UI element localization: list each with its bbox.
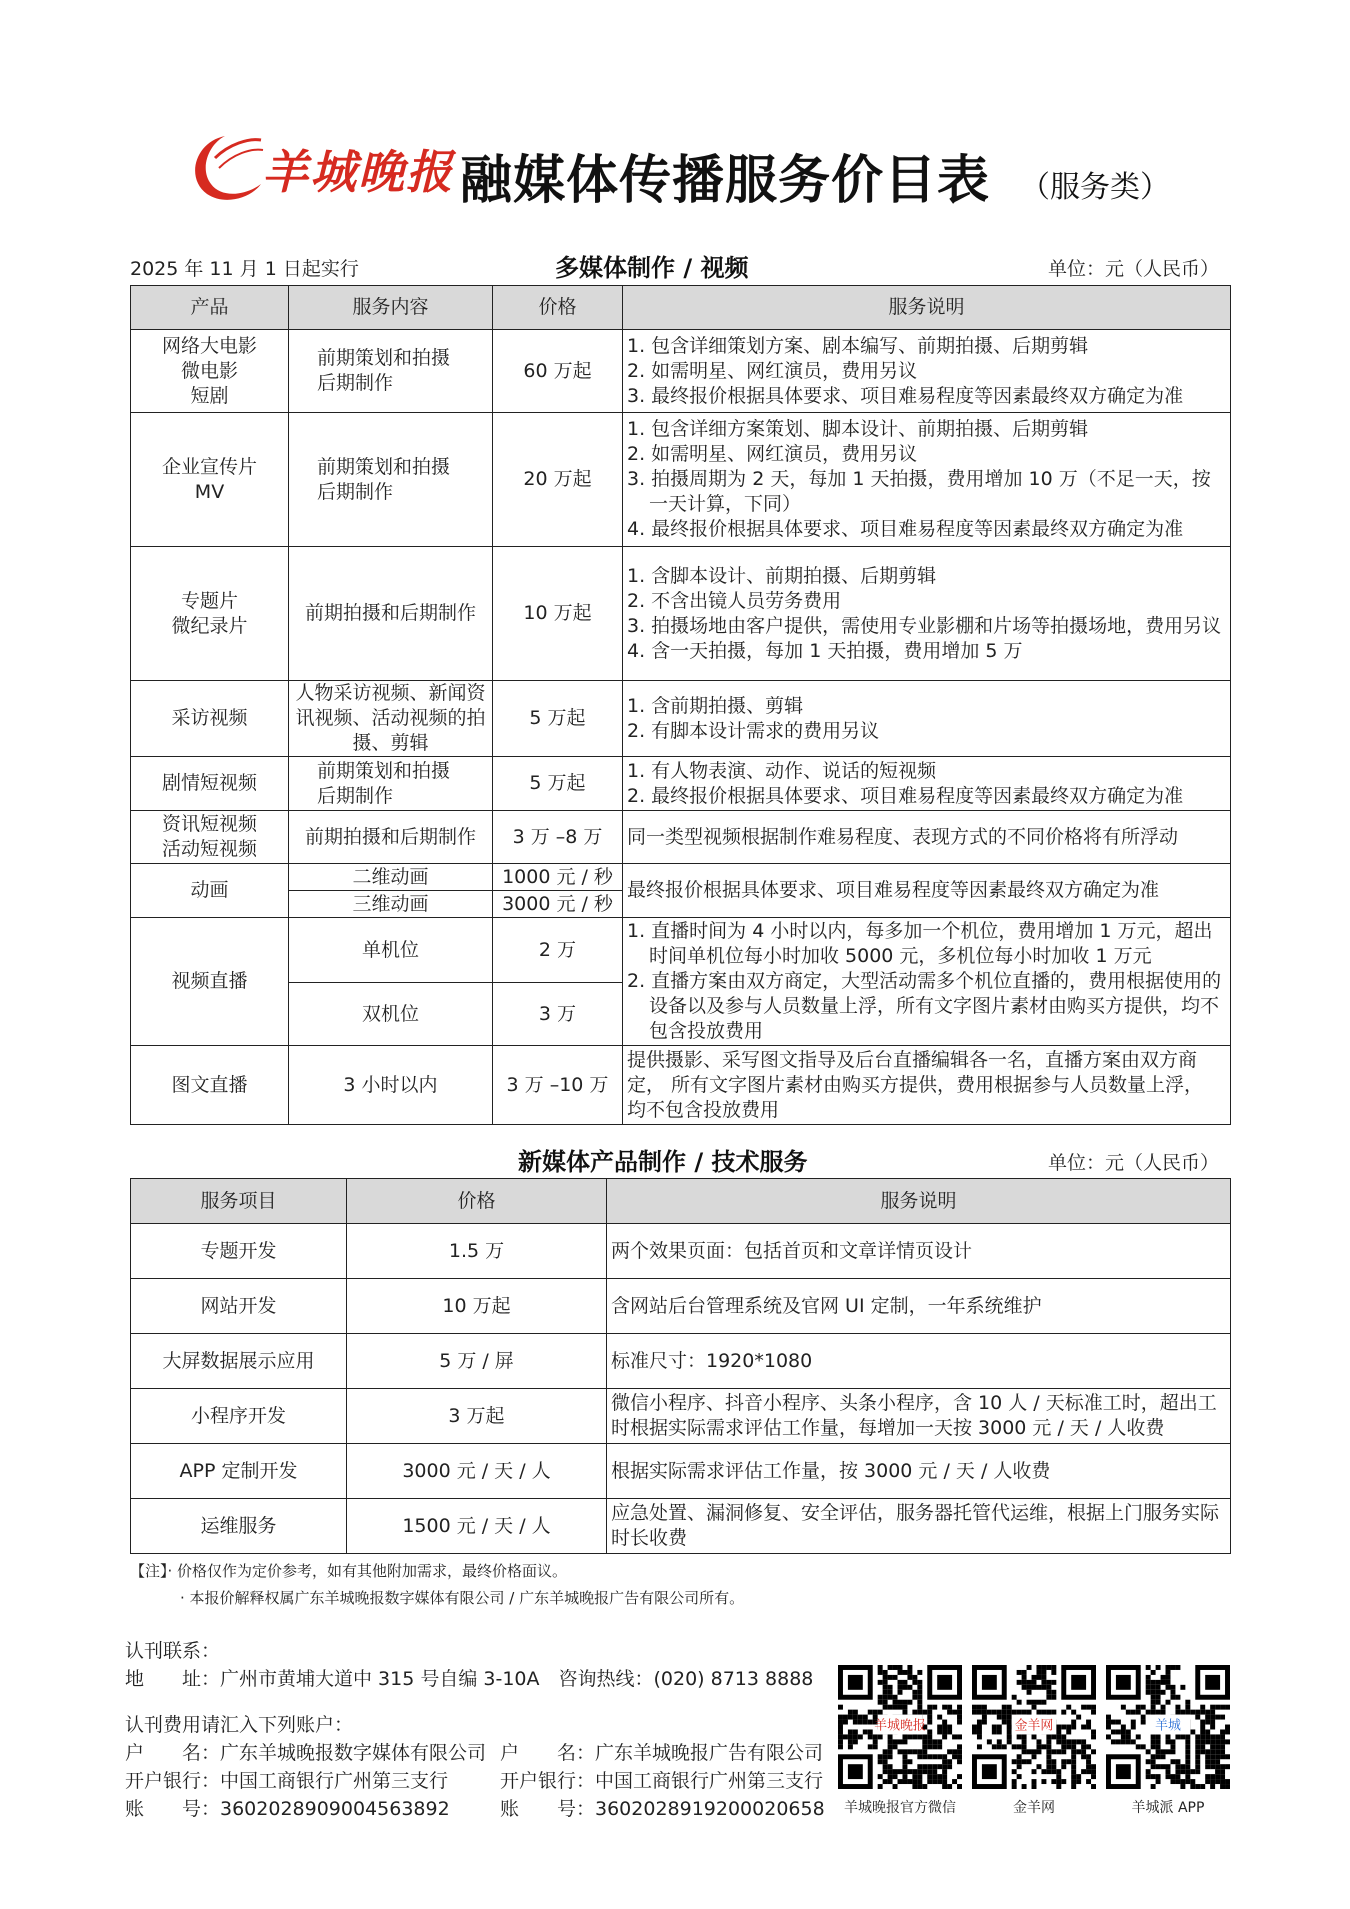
qr-code-icon xyxy=(972,1665,1096,1789)
table-row xyxy=(131,681,1231,757)
text-line: 1. 包含详细方案策划、脚本设计、前期拍摄、后期剪辑 xyxy=(627,418,1089,440)
price-cell xyxy=(493,811,623,864)
text-line: 企业宣传片 xyxy=(161,455,257,478)
text-line: 网络大电影 xyxy=(161,334,257,357)
text-line: 前期拍摄和后期制作 xyxy=(304,602,476,624)
price-cell: 3000 元 / 秒 xyxy=(493,891,623,918)
content-cell: 三维动画 xyxy=(289,891,493,918)
price-cell: 3000 元 / 天 / 人 xyxy=(347,1444,607,1499)
desc-cell: 含网站后台管理系统及官网 UI 定制，一年系统维护 xyxy=(607,1279,1231,1334)
text-line: 2. 不含出镜人员劳务费用 xyxy=(627,589,842,612)
header-price: 价格 xyxy=(493,286,623,330)
qr-badge: 羊城晚报 xyxy=(874,1718,926,1734)
product-cell xyxy=(131,681,289,757)
text-line: 2. 如需明星、网红演员，费用另议 xyxy=(627,443,918,465)
desc-cell xyxy=(623,330,1231,413)
price: 60 万起 xyxy=(523,359,592,382)
text-line: 人物采访视频、新闻资讯视频、活动视频的拍摄、剪辑 xyxy=(295,682,486,754)
price-cell: 1.5 万 xyxy=(347,1224,607,1279)
price-cell xyxy=(493,413,623,547)
desc-cell xyxy=(623,681,1231,757)
price: 3 万 –8 万 xyxy=(512,825,603,848)
price-cell: 1500 元 / 天 / 人 xyxy=(347,1499,607,1554)
account2-name: 户 名：广东羊城晚报广告有限公司 xyxy=(500,1742,824,1764)
header-content: 服务内容 xyxy=(289,286,493,330)
item-cell: 大屏数据展示应用 xyxy=(131,1334,347,1389)
text-line: 2. 最终报价根据具体要求、项目难易程度等因素最终双方确定为准 xyxy=(627,784,1184,807)
text-line: 3. 拍摄场地由客户提供，需使用专业影棚和片场等拍摄场地，费用另议 xyxy=(627,614,1222,637)
desc-cell: 应急处置、漏洞修复、安全评估，服务器托管代运维，根据上门服务实际时长收费 xyxy=(607,1499,1231,1554)
section2-title: 新媒体产品制作 / 技术服务 xyxy=(518,1148,808,1176)
content-cell xyxy=(289,681,493,757)
account1-number: 账 号：3602028909004563892 xyxy=(125,1798,450,1820)
desc-cell xyxy=(623,918,1231,1046)
qr-label: 羊城派 APP xyxy=(1131,1800,1205,1816)
desc-cell: 最终报价根据具体要求、项目难易程度等因素最终双方确定为准 xyxy=(623,864,1231,918)
price-cell xyxy=(493,681,623,757)
content-cell xyxy=(289,330,493,413)
note-2: · 本报价解释权属广东羊城晚报数字媒体有限公司 / 广东羊城晚报广告有限公司所有。 xyxy=(180,1589,745,1607)
content-cell xyxy=(289,413,493,547)
desc-cell: 提供摄影、采写图文指导及后台直播编辑各一名，直播方案由双方商定， 所有文字图片素材由购买方提供，费用根据参与人员数量上浮， 均不包含投放费用 xyxy=(623,1046,1231,1125)
price-cell: 3 万 –10 万 xyxy=(493,1046,623,1125)
item-cell: 专题开发 xyxy=(131,1224,347,1279)
desc-cell: 微信小程序、抖音小程序、头条小程序，含 10 人 / 天标准工时，超出工时根据实际需求评估工作量，每增加一天按 3000 元 / 天 / 人收费 xyxy=(607,1389,1231,1444)
qr-code-icon xyxy=(838,1665,962,1789)
product-cell xyxy=(131,757,289,811)
page-title: 融媒体传播服务价目表 xyxy=(460,151,991,211)
desc-cell xyxy=(623,757,1231,811)
desc-cell: 标准尺寸：1920*1080 xyxy=(607,1334,1231,1389)
table-row xyxy=(131,547,1231,681)
table-row xyxy=(131,811,1231,864)
price-cell: 1000 元 / 秒 xyxy=(493,864,623,891)
text-line: 前期拍摄和后期制作 xyxy=(304,825,476,848)
section1-unit: 单位：元（人民币） xyxy=(1048,258,1220,280)
text-line: 4. 含一天拍摄，每加 1 天拍摄，费用增加 5 万 xyxy=(627,639,1023,662)
desc-cell: 根据实际需求评估工作量，按 3000 元 / 天 / 人收费 xyxy=(607,1444,1231,1499)
text-line: 后期制作 xyxy=(317,372,394,394)
contact-heading: 认刊联系： xyxy=(125,1640,221,1662)
price: 5 万起 xyxy=(529,772,586,794)
table-row xyxy=(131,918,1231,983)
account1-bank: 开户银行：中国工商银行广州第三支行 xyxy=(125,1770,449,1792)
text-line: 短剧 xyxy=(190,384,229,407)
content-cell: 3 小时以内 xyxy=(289,1046,493,1125)
content-cell: 单机位 xyxy=(289,918,493,983)
table-row xyxy=(131,864,1231,891)
text-line: 4. 最终报价根据具体要求、项目难易程度等因素最终双方确定为准 xyxy=(627,518,1184,540)
price: 10 万起 xyxy=(523,602,592,624)
content-cell xyxy=(289,757,493,811)
text-line: 2. 直播方案由双方商定，大型活动需多个机位直播的，费用根据使用的设备以及参与人员数量上浮，所有文字图片素材由购买方提供，均不包含投放费用 xyxy=(627,970,1222,1042)
account2-bank: 开户银行：中国工商银行广州第三支行 xyxy=(500,1770,824,1792)
text-line: 1. 含脚本设计、前期拍摄、后期剪辑 xyxy=(627,564,937,587)
text-line: 后期制作 xyxy=(317,784,394,807)
product-cell xyxy=(131,811,289,864)
table-row xyxy=(131,413,1231,547)
text-line: MV xyxy=(194,480,225,503)
table-row xyxy=(131,757,1231,811)
price-cell: 3 万起 xyxy=(347,1389,607,1444)
brand-name: 羊城晚报 xyxy=(262,145,454,199)
text-line: 同一类型视频根据制作难易程度、表现方式的不同价格将有所浮动 xyxy=(627,825,1179,848)
tech-service-table xyxy=(130,1178,1231,1554)
price-cell: 5 万 / 屏 xyxy=(347,1334,607,1389)
text-line: 后期制作 xyxy=(317,480,394,503)
section2-unit: 单位：元（人民币） xyxy=(1048,1152,1220,1174)
page-subtitle: （服务类） xyxy=(1020,170,1170,205)
header-price: 价格 xyxy=(347,1179,607,1224)
text-line: 1. 有人物表演、动作、说话的短视频 xyxy=(627,759,937,782)
section1-title: 多媒体制作 / 视频 xyxy=(555,254,749,282)
qr-code-icon xyxy=(1106,1665,1230,1789)
text-line: 前期策划和拍摄 xyxy=(317,347,451,369)
content-cell: 二维动画 xyxy=(289,864,493,891)
table-row xyxy=(131,1334,1231,1389)
text-line: 前期策划和拍摄 xyxy=(317,759,451,782)
price-cell xyxy=(493,547,623,681)
text-line: 2. 有脚本设计需求的费用另议 xyxy=(627,719,880,742)
text-line: 1. 含前期拍摄、剪辑 xyxy=(627,694,804,717)
note-1: 【注】· 价格仅作为定价参考，如有其他附加需求，最终价格面议。 xyxy=(130,1562,568,1580)
table-row xyxy=(131,1444,1231,1499)
header-desc: 服务说明 xyxy=(607,1179,1231,1224)
text-line: 微电影 xyxy=(180,359,238,382)
text-line: 前期策划和拍摄 xyxy=(317,455,451,478)
table-row xyxy=(131,330,1231,413)
price-cell: 10 万起 xyxy=(347,1279,607,1334)
product-cell xyxy=(131,547,289,681)
price-cell: 2 万 xyxy=(493,918,623,983)
price: 5 万起 xyxy=(529,707,586,729)
text-line: 剧情短视频 xyxy=(161,772,257,794)
effective-date: 2025 年 11 月 1 日起实行 xyxy=(130,258,359,280)
text-line: 3. 最终报价根据具体要求、项目难易程度等因素最终双方确定为准 xyxy=(627,384,1184,407)
header-desc: 服务说明 xyxy=(623,286,1231,330)
account-heading: 认刊费用请汇入下列账户： xyxy=(125,1714,354,1736)
desc-cell xyxy=(623,811,1231,864)
product-cell: 动画 xyxy=(131,864,289,918)
price-cell: 3 万 xyxy=(493,983,623,1046)
price-cell xyxy=(493,757,623,811)
table-row xyxy=(131,1279,1231,1334)
text-line: 采访视频 xyxy=(171,707,248,729)
content-cell xyxy=(289,547,493,681)
table-row xyxy=(131,1499,1231,1554)
header-product: 产品 xyxy=(131,286,289,330)
qr-badge: 羊城 xyxy=(1155,1718,1181,1734)
qr-label: 金羊网 xyxy=(1013,1800,1055,1816)
text-line: 1. 直播时间为 4 小时以内，每多加一个机位，费用增加 1 万元，超出时间单机位每小时加收 5000 元，多机位每小时加收 1 万元 xyxy=(627,920,1213,967)
product-cell xyxy=(131,413,289,547)
text-line: 1. 包含详细策划方案、剧本编写、前期拍摄、后期剪辑 xyxy=(627,334,1089,357)
table-row xyxy=(131,1046,1231,1125)
text-line: 微纪录片 xyxy=(171,614,248,637)
item-cell: 运维服务 xyxy=(131,1499,347,1554)
desc-cell xyxy=(623,547,1231,681)
account2-number: 账 号：3602028919200020658 xyxy=(500,1798,825,1820)
content-cell xyxy=(289,811,493,864)
video-price-table xyxy=(130,285,1231,1125)
table-row xyxy=(131,1224,1231,1279)
text-line: 活动短视频 xyxy=(161,838,257,860)
desc-cell xyxy=(623,413,1231,547)
price: 20 万起 xyxy=(523,468,592,490)
desc-cell: 两个效果页面：包括首页和文章详情页设计 xyxy=(607,1224,1231,1279)
product-cell xyxy=(131,330,289,413)
qr-label: 羊城晚报官方微信 xyxy=(844,1800,956,1816)
text-line: 2. 如需明星、网红演员，费用另议 xyxy=(627,359,918,382)
item-cell: APP 定制开发 xyxy=(131,1444,347,1499)
price-cell xyxy=(493,330,623,413)
product-cell: 视频直播 xyxy=(131,918,289,1046)
account1-name: 户 名：广东羊城晚报数字媒体有限公司 xyxy=(125,1742,487,1764)
text-line: 3. 拍摄周期为 2 天，每加 1 天拍摄，费用增加 10 万（不足一天，按一天计算，下同） xyxy=(627,468,1211,515)
table-row xyxy=(131,1389,1231,1444)
text-line: 资讯短视频 xyxy=(161,813,257,835)
item-cell: 网站开发 xyxy=(131,1279,347,1334)
contact-address: 地 址：广州市黄埔大道中 315 号自编 3-10A 咨询热线：(020) 8713 8888 xyxy=(125,1668,814,1690)
item-cell: 小程序开发 xyxy=(131,1389,347,1444)
qr-badge: 金羊网 xyxy=(1014,1718,1054,1734)
product-cell: 图文直播 xyxy=(131,1046,289,1125)
text-line: 专题片 xyxy=(180,589,238,612)
header-item: 服务项目 xyxy=(131,1179,347,1224)
content-cell: 双机位 xyxy=(289,983,493,1046)
